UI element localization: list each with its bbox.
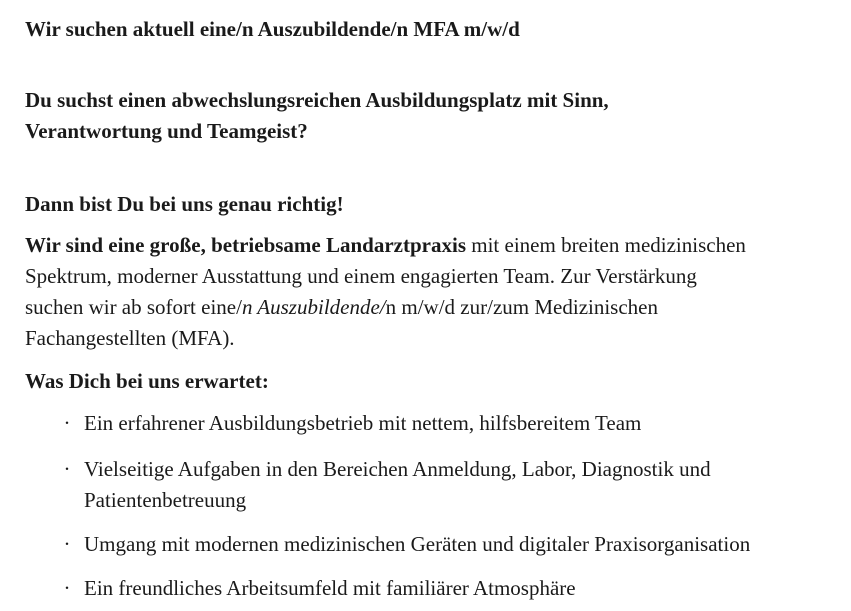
list-item: Ein erfahrener Ausbildungsbetrieb mit nettem, hilfsbereitem Team — [84, 411, 642, 435]
bullet-dot-icon: · — [63, 532, 71, 556]
list-item-continued: Patientenbetreuung — [84, 488, 247, 512]
intro-line-4: Fachangestellten (MFA). — [25, 326, 235, 350]
list-item: Ein freundliches Arbeitsumfeld mit familiärer Atmosphäre — [84, 576, 576, 600]
bullet-dot-icon: · — [63, 576, 71, 600]
intro-line-1 — [25, 230, 746, 260]
expect-heading: Was Dich bei uns erwartet: — [25, 369, 269, 393]
list-item: Umgang mit modernen medizinischen Geräten und digitaler Praxisorganisation — [84, 532, 751, 556]
intro-line-2: Spektrum, moderner Ausstattung und einem engagierten Team. Zur Verstärkung — [25, 264, 697, 288]
intro-line-1-rest: mit einem breiten medizinischen — [466, 233, 746, 257]
answer-line: Dann bist Du bei uns genau richtig! — [25, 192, 344, 216]
intro-line-3-b: n m/w/d zur/zum Medizinischen — [385, 295, 658, 319]
list-item: Vielseitige Aufgaben in den Bereichen Anmeldung, Labor, Diagnostik und — [84, 457, 711, 481]
intro-line-3 — [25, 292, 658, 322]
posting-title: Wir suchen aktuell eine/n Auszubildende/n MFA m/w/d — [25, 17, 520, 41]
intro-line-3-italic: n Auszubildende/ — [241, 295, 386, 319]
intro-line-3-a: suchen wir ab sofort eine/ — [25, 295, 242, 319]
bullet-dot-icon: · — [63, 457, 71, 481]
bullet-dot-icon: · — [63, 411, 71, 435]
intro-bold-text: Wir sind eine große, betriebsame Landarztpraxis — [25, 233, 466, 257]
question-line-2: Verantwortung und Teamgeist? — [25, 119, 308, 143]
question-line-1: Du suchst einen abwechslungsreichen Ausbildungsplatz mit Sinn, — [25, 88, 609, 112]
